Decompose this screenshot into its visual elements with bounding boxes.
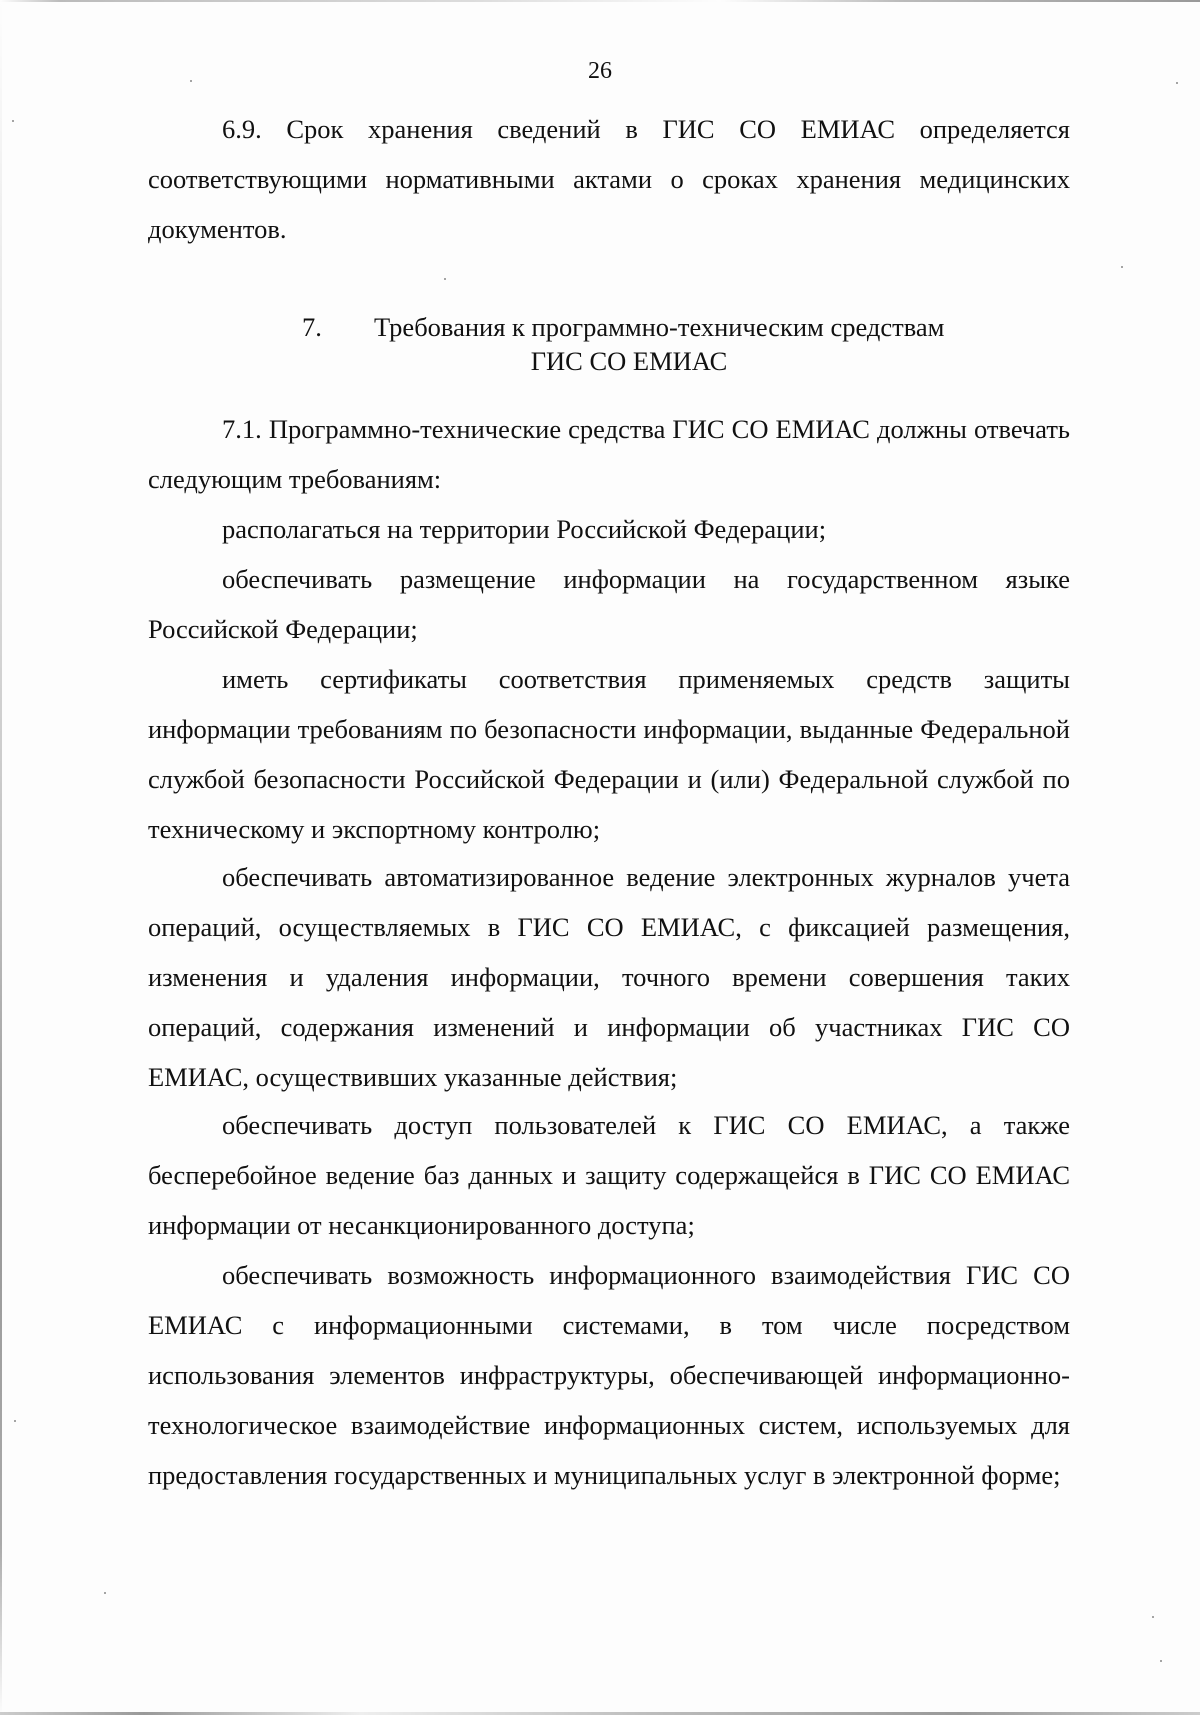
scan-speck (1121, 266, 1123, 268)
scan-speck (444, 278, 446, 280)
paragraph-7-1: 7.1. Программно-технические средства ГИС СО ЕМИАС должны отвечать следующим требованиям: (148, 414, 1070, 494)
paragraph-requirement-3: иметь сертификаты соответствия применяемых средств защиты информации требованиям по безопасности информации, выданные Федеральной службой безопасности Российской Федерации и (или) Федеральной службой по техническому и экспортному контролю; (148, 664, 1070, 844)
paragraph-requirement-6: обеспечивать возможность информационного взаимодействия ГИС СО ЕМИАС с информационными системами, в том числе посредством использования элементов инфраструктуры, обеспечивающей информационно-технологическое взаимодействие информационных систем, используемых для предоставления государственных и муниципальных услуг в электронной форме; (148, 1260, 1070, 1490)
section-number: 7. (302, 312, 322, 342)
scan-speck (14, 1420, 16, 1422)
paragraph-requirement-2: обеспечивать размещение информации на государственном языке Российской Федерации; (148, 564, 1070, 644)
scan-speck (1152, 1616, 1154, 1618)
page-number: 26 (588, 58, 612, 84)
scan-edge-top (0, 0, 1200, 2)
scan-speck (1160, 1660, 1162, 1662)
section-title-line-1: Требования к программно-техническим средствам (374, 312, 945, 342)
scan-edge-left (0, 0, 2, 1715)
scan-speck (12, 120, 14, 122)
paragraph-6-9: 6.9. Срок хранения сведений в ГИС СО ЕМИАС определяется соответствующими нормативными актами о сроках хранения медицинских документов. (148, 114, 1070, 244)
scan-speck (104, 1592, 106, 1594)
paragraph-requirement-4: обеспечивать автоматизированное ведение электронных журналов учета операций, осуществляемых в ГИС СО ЕМИАС, с фиксацией размещения, изменения и удаления информации, точного времени совершения таких операций, содержания изменений и информации об участниках ГИС СО ЕМИАС, осуществивших указанные действия; (148, 862, 1070, 1092)
paragraph-requirement-5: обеспечивать доступ пользователей к ГИС СО ЕМИАС, а также бесперебойное ведение баз данных и защиту содержащейся в ГИС СО ЕМИАС информации от несанкционированного доступа; (148, 1110, 1070, 1240)
paragraph-requirement-1: располагаться на территории Российской Федерации; (222, 514, 827, 544)
section-title-line-2: ГИС СО ЕМИАС (530, 346, 728, 376)
